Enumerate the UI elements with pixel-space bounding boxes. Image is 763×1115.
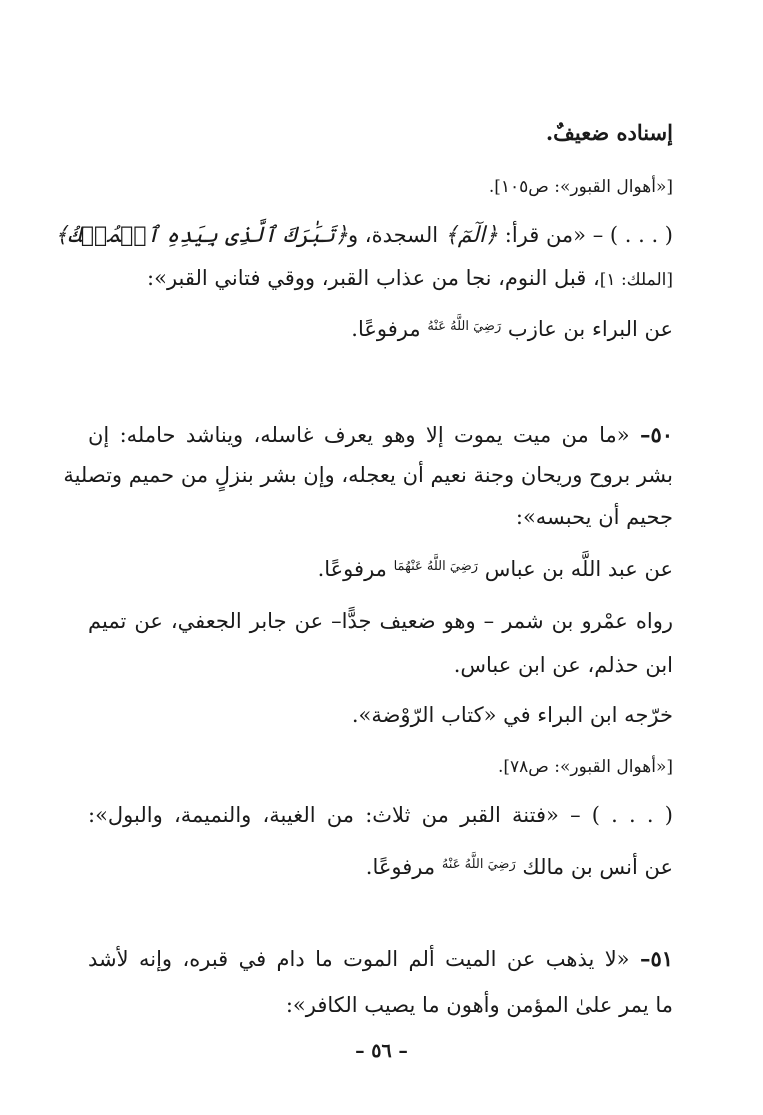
commentary-line: ابن حذلم، عن ابن عباس. [453, 653, 673, 677]
honorific-glyph: رَضِيَ اللَّهُ عَنْهُمَا [393, 559, 479, 574]
quran-quote: ﴿الٓمٓ﴾ [444, 223, 499, 248]
narrator-name: عن أنس بن مالك [522, 855, 673, 879]
hadith-text: ، قبل النوم، نجا من عذاب القبر، ووقي فتاني القبر»: [147, 266, 600, 290]
hadith-number: ٥٠– [639, 422, 673, 447]
honorific-glyph: رَضِيَ اللَّهُ عَنْهُ [427, 319, 502, 334]
hadith-text: ( . . . ) – «من قرأ: [498, 223, 673, 247]
narrator-name: عن البراء بن عازب [507, 317, 673, 341]
narrator-name: عن عبد اللَّه بن عباس [484, 557, 673, 581]
commentary-line: رواه عمْرو بن شمر – وهو ضعيف جدًّا– عن جابر الجعفي، عن تميم [88, 609, 673, 633]
honorific-glyph: رَضِيَ اللَّهُ عَنْهُ [441, 857, 516, 872]
hadith-text: «لا يذهب عن الميت ألم الموت ما دام في قبره، وإنه لأشد [88, 947, 640, 971]
grading: مرفوعًا. [351, 317, 428, 341]
narrator-line [366, 850, 673, 882]
surah-reference: [الملك: ١] [599, 270, 673, 290]
hadith-line [147, 263, 673, 295]
hadith-51-line [88, 944, 673, 974]
hadith-number: ٥١– [639, 946, 673, 971]
source-reference-1: [«أهوال القبور»: ص١٠٥]. [488, 177, 673, 197]
commentary-line: خرّجه ابن البراء في «كتاب الرّوْضة». [351, 703, 673, 727]
hadith-50-line [88, 420, 673, 450]
narrator-line [318, 552, 673, 584]
grading: مرفوعًا. [365, 855, 442, 879]
hadith-line: ( . . . ) – «فتنة القبر من ثلاث: من الغيبة، والنميمة، والبول»: [88, 803, 673, 827]
isnad-weak-heading: إسناده ضعيفٌ. [545, 120, 673, 145]
narrator-line [351, 312, 673, 344]
hadith-line: جحيم أن يحبسه»: [515, 505, 673, 529]
hadith-line [55, 220, 673, 251]
hadith-line: ما يمر علىٰ المؤمن وأهون ما يصيب الكافر»: [285, 993, 673, 1017]
source-reference-2: [«أهوال القبور»: ص٧٨]. [497, 757, 673, 777]
hadith-line: بشر بروح وريحان وجنة نعيم أن يعجله، وإن بشر بنزلٍ من حميم وتصلية [63, 463, 673, 487]
grading: مرفوعًا. [317, 557, 394, 581]
page-number: – ٥٦ – [355, 1040, 408, 1062]
quran-quote: ﴿تَبَٰرَكَ ٱلَّذِى بِيَدِهِ ٱلۡمُلۡكُ﴾ [55, 223, 348, 248]
hadith-text: السجدة، و [347, 223, 445, 247]
hadith-text: «ما من ميت يموت إلا وهو يعرف غاسله، ويناشد حامله: إن [88, 423, 640, 447]
